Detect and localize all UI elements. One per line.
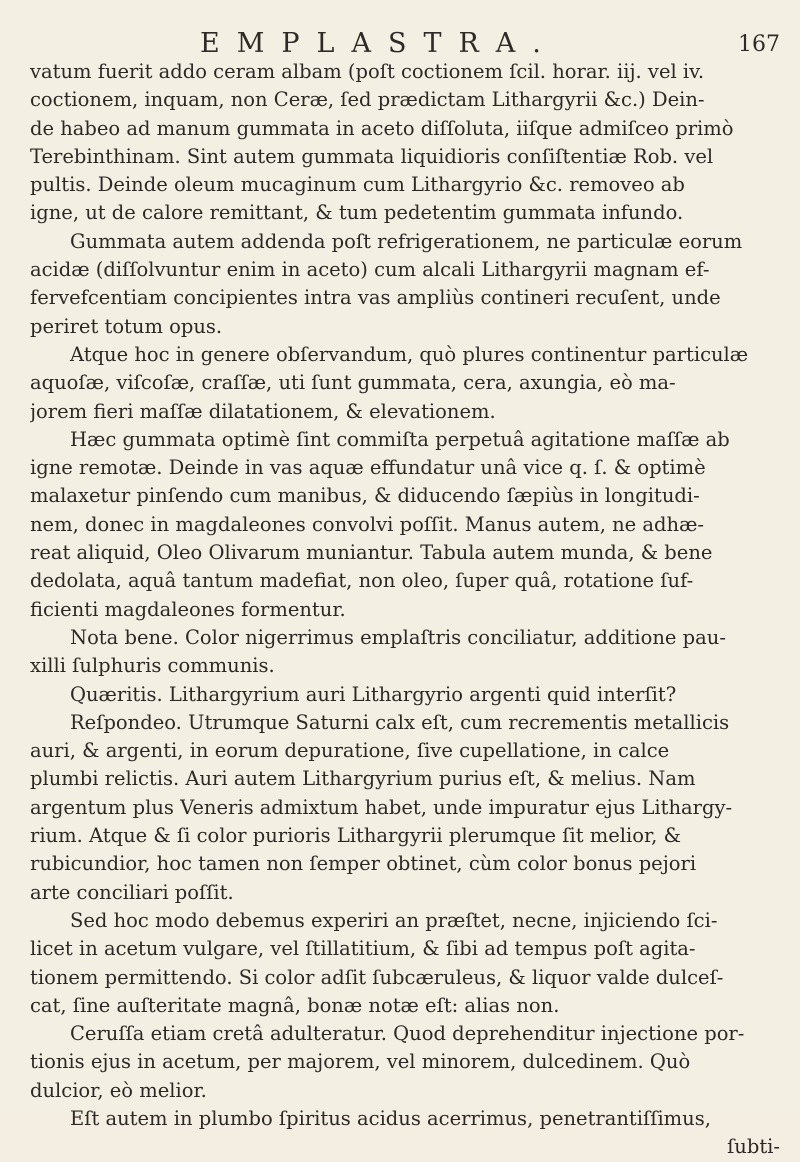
page-number: 167 — [738, 32, 780, 57]
paragraph-start-line: Sed hoc modo debemus experiri an præſtet, necne, injiciendo ſci- — [70, 908, 718, 932]
text-line: igne, ut de calore remittant, & tum pedetentim gummata infundo. — [30, 201, 684, 225]
text-line: rubicundior, hoc tamen non ſemper obtinet, cùm color bonus pejori — [30, 852, 697, 876]
paragraph-start-line: Gummata autem addenda poſt refrigerationem, ne particulæ eorum — [70, 229, 743, 253]
text-line: jorem fieri maſſæ dilatationem, & elevationem. — [30, 399, 496, 423]
text-line: Terebinthinam. Sint autem gummata liquidioris conſiſtentiæ Rob. vel — [30, 144, 714, 168]
text-line: arte conciliari poſſit. — [30, 880, 234, 904]
text-line: dulcior, eò melior. — [30, 1078, 207, 1102]
text-line: auri, & argenti, in eorum depuratione, ſive cupellatione, in calce — [30, 739, 670, 763]
text-line: acidæ (diſſolvuntur enim in aceto) cum alcali Lithargyrii magnam ef- — [30, 258, 710, 282]
text-line: licet in acetum vulgare, vel ſtillatitium, & ſibi ad tempus poſt agita- — [30, 937, 696, 961]
paragraph-start-line: Nota bene. Color nigerrimus emplaſtris conciliatur, additione pau- — [70, 625, 726, 649]
text-line: dedolata, aquâ tantum madefiat, non oleo, ſuper quâ, rotatione ſuf- — [30, 569, 694, 593]
text-line: de habeo ad manum gummata in aceto diſſoluta, iiſque admiſceo primò — [30, 116, 734, 140]
paragraph-start-line: Reſpondeo. Utrumque Saturni calx eſt, cum recrementis metallicis — [70, 710, 730, 734]
text-line: nem, donec in magdaleones convolvi poſſit. Manus autem, ne adhæ- — [30, 512, 704, 536]
paragraph-start-line: Atque hoc in genere obſervandum, quò plures continentur particulæ — [70, 342, 749, 366]
paragraph-start-line: Ceruſſa etiam cretâ adulteratur. Quod deprehenditur injectione por- — [70, 1022, 745, 1046]
text-line: tionem permittendo. Si color adſit ſubcæruleus, & liquor valde dulceſ- — [30, 965, 724, 989]
body-text — [30, 58, 790, 1162]
text-line: argentum plus Veneris admixtum habet, unde impuratur ejus Lithargy- — [30, 795, 733, 819]
text-line: plumbi relictis. Auri autem Lithargyrium purius eſt, & melius. Nam — [30, 767, 696, 791]
paragraph-start-line: Eſt autem in plumbo ſpiritus acidus acerrimus, penetrantiſſimus, — [70, 1106, 711, 1130]
text-line: reat aliquid, Oleo Olivarum muniantur. Tabula autem munda, & bene — [30, 541, 713, 565]
text-line: malaxetur pinſendo cum manibus, & diducendo ſæpiùs in longitudi- — [30, 484, 700, 508]
text-line: tionis ejus in acetum, per majorem, vel minorem, dulcedinem. Quò — [30, 1050, 691, 1074]
text-line: vatum fuerit addo ceram albam (poſt coctionem ſcil. horar. iij. vel iv. — [30, 60, 705, 83]
text-line: rium. Atque & ſi color purioris Lithargyrii plerumque ſit melior, & — [30, 824, 681, 848]
paragraph-start-line: Hæc gummata optimè ſint commiſta perpetuâ agitatione maſſæ ab — [70, 427, 730, 451]
running-title: EMPLASTRA. — [200, 28, 558, 59]
text-line: cat, ſine auſteritate magnâ, bonæ notæ eſt: alias non. — [30, 993, 560, 1017]
text-line: ficienti magdaleones formentur. — [30, 597, 346, 621]
text-line: pultis. Deinde oleum mucaginum cum Lithargyrio &c. removeo ab — [30, 173, 685, 197]
text-line: coctionem, inquam, non Ceræ, ſed prædictam Lithargyrii &c.) Dein- — [30, 88, 705, 112]
text-line: periret totum opus. — [30, 314, 223, 338]
paragraph-start-line: Quæritis. Lithargyrium auri Lithargyrio argenti quid interſit? — [70, 682, 677, 706]
text-line: fervefcentiam concipientes intra vas ampliùs contineri recuſent, unde — [30, 286, 721, 310]
text-line: xilli ſulphuris communis. — [30, 654, 275, 678]
text-line: igne remotæ. Deinde in vas aquæ effundatur unâ vice q. ſ. & optimè — [30, 456, 706, 480]
catchword: ſubti- — [727, 1135, 780, 1159]
page-header — [0, 20, 800, 60]
text-line: aquoſæ, viſcoſæ, craſſæ, uti ſunt gummata, cera, axungia, eò ma- — [30, 371, 676, 395]
